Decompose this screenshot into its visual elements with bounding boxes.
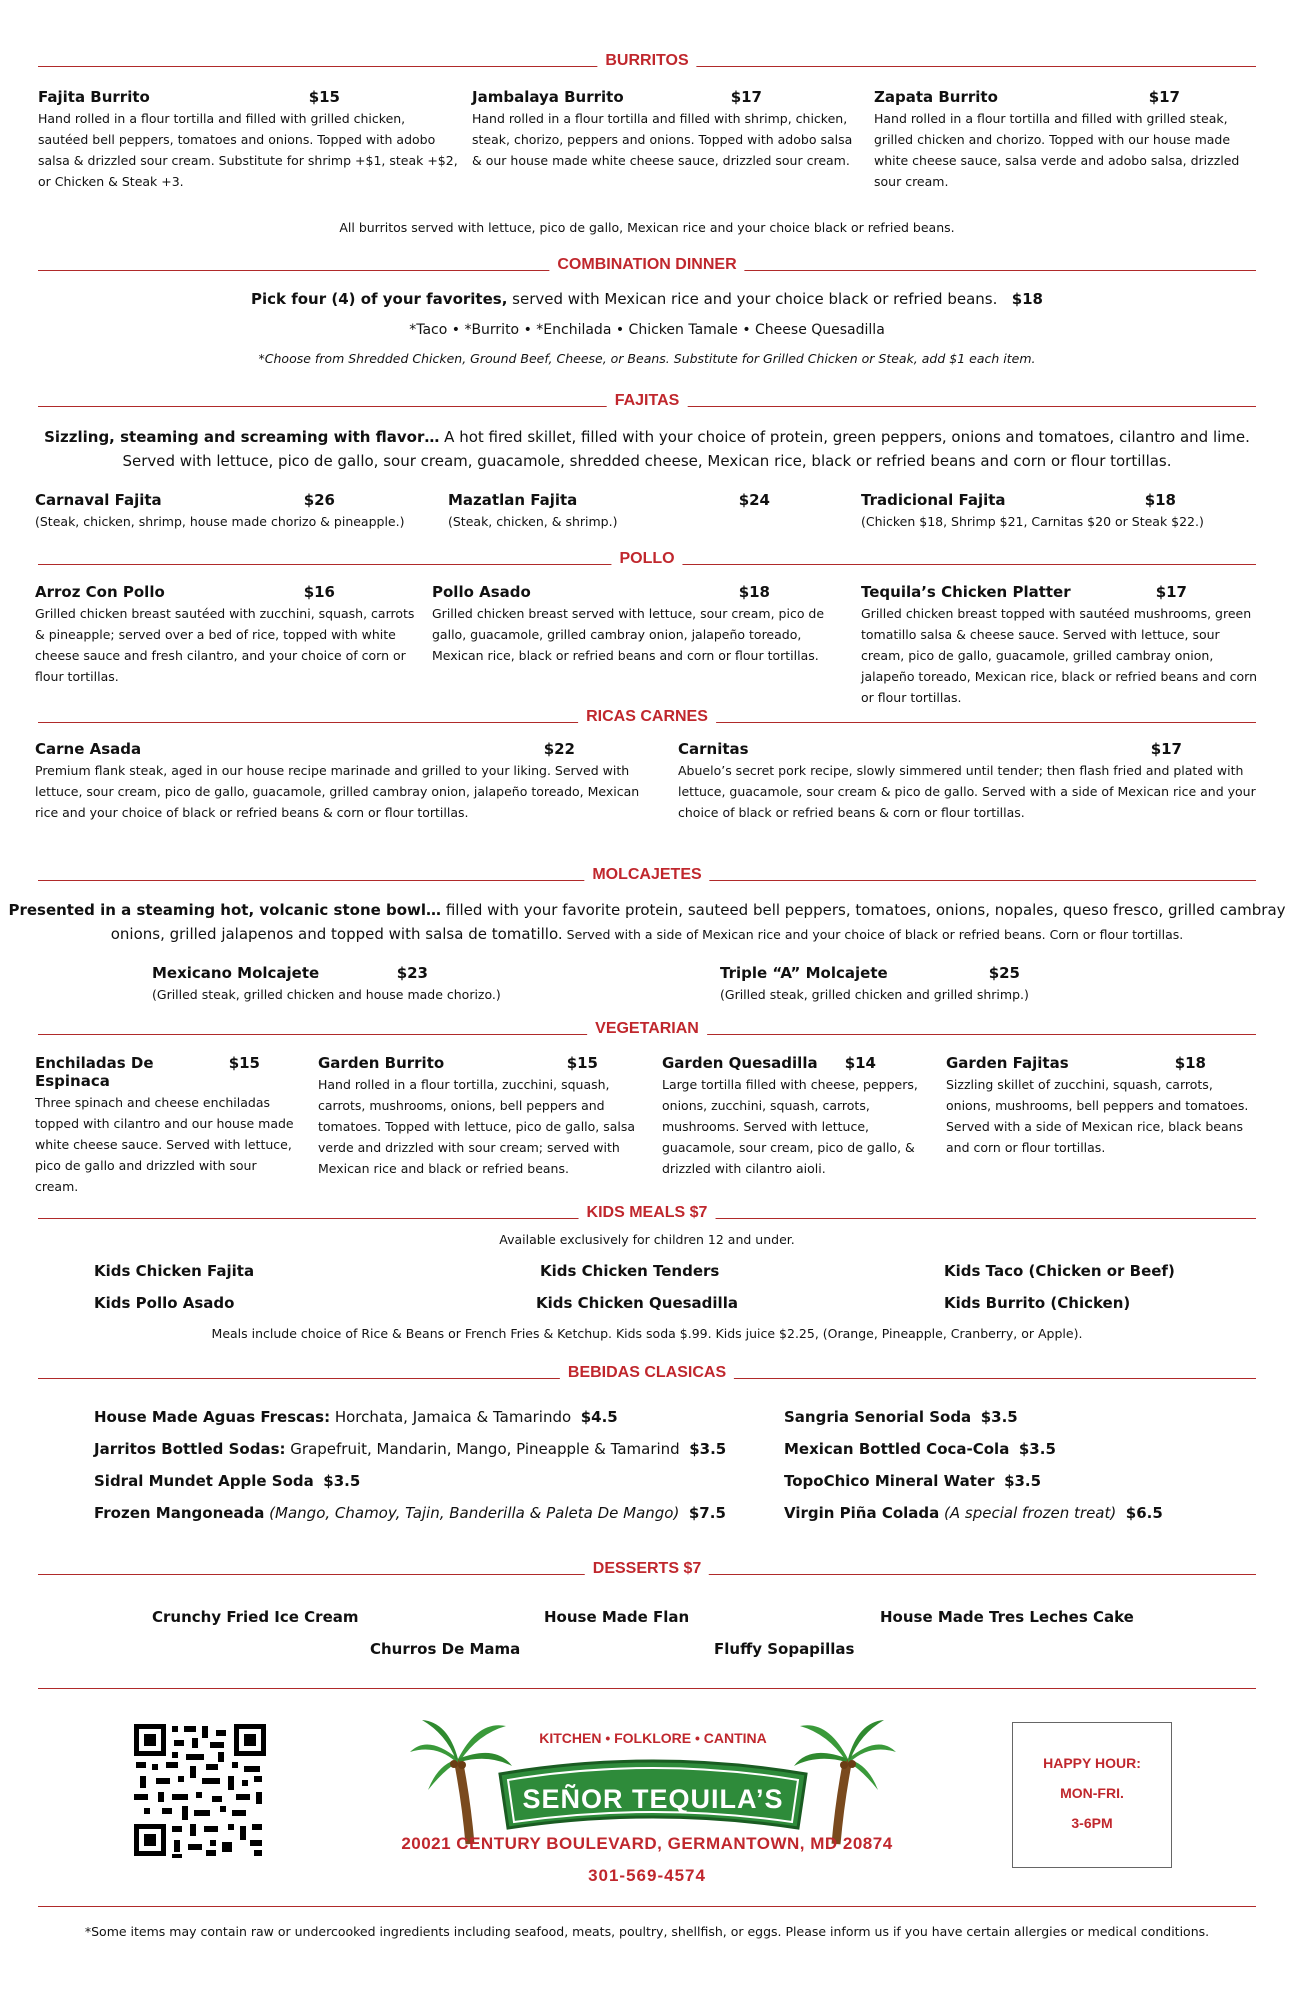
combo-lead-rest: served with Mexican rice and your choice black or refried beans. [507,290,998,308]
item-price: $14 [844,1054,876,1072]
section-title: BURRITOS [597,52,696,70]
item-name: Tradicional Fajita [861,491,1006,509]
item-name: Carnaval Fajita [35,491,162,509]
divider [38,1906,1256,1907]
section-header-desserts [38,1560,1256,1584]
item-desc: (Grilled steak, grilled chicken and grilled shrimp.) [720,987,1029,1002]
menu-item-carne-asada [35,740,653,823]
item-desc: (Grilled steak, grilled chicken and house made chorizo.) [152,987,501,1002]
item-price: $15 [308,88,340,106]
happy-hour-title: HAPPY HOUR: [1043,1755,1141,1771]
dessert-item: House Made Tres Leches Cake [880,1608,1134,1626]
section-title: VEGETARIAN [587,1020,707,1038]
drink-name: House Made Aguas Frescas: [94,1408,331,1426]
drink-price: $3.5 [980,1408,1018,1426]
section-header-bebidas [38,1364,1256,1388]
happy-hour-time: 3-6PM [1071,1815,1113,1831]
section-title: POLLO [611,550,682,568]
section-title: KIDS MEALS $7 [579,1204,716,1222]
item-name: Jambalaya Burrito [472,88,624,106]
menu-item-zapata-burrito [874,88,1256,192]
kids-item: Kids Pollo Asado [94,1294,235,1312]
menu-item-arroz-con-pollo [35,583,420,687]
drink-detail: Horchata, Jamaica & Tamarindo [330,1408,572,1426]
combo-price: $18 [1011,290,1043,308]
item-name: Garden Quesadilla [662,1054,818,1072]
item-price: $16 [303,583,335,601]
drink-name: Sangria Senorial Soda [784,1408,972,1426]
item-name: Garden Burrito [318,1054,445,1072]
drink-item [94,1502,794,1524]
item-price: $23 [396,964,428,982]
item-price: $18 [1174,1054,1206,1072]
molcajetes-intro [0,898,1294,947]
drink-name: Sidral Mundet Apple Soda [94,1472,314,1490]
item-name: Carne Asada [35,740,142,758]
bebidas-left-column [94,1406,794,1524]
item-price: $17 [1148,88,1180,106]
item-name: Fajita Burrito [38,88,150,106]
logo-tagline: KITCHEN • FOLKLORE • CANTINA [539,1730,767,1746]
kids-item: Kids Chicken Quesadilla [536,1294,738,1312]
drink-detail: (Mango, Chamoy, Tajin, Banderilla & Paleta De Mango) [264,1504,680,1522]
menu-item-chicken-platter [861,583,1261,708]
menu-item-pollo-asado [432,583,832,666]
section-header-combo [38,256,1256,280]
item-desc: Hand rolled in a flour tortilla and filled with grilled steak, grilled chicken and chorizo. Topped with our house made white cheese sauce, salsa verde and adobo salsa, drizzled sour cream. [874,111,1240,189]
combo-lead-bold: Pick four (4) of your favorites, [251,290,508,308]
item-name: Zapata Burrito [874,88,998,106]
section-title: DESSERTS $7 [585,1560,709,1578]
logo-name: SEÑOR TEQUILA’S [522,1784,784,1814]
section-header-carnes [38,708,1256,732]
restaurant-logo [408,1704,898,1854]
restaurant-phone[interactable]: 301-569-4574 [588,1866,706,1885]
menu-item-triple-a-molcajete [720,964,1120,1005]
item-name: Carnitas [678,740,749,758]
section-title: FAJITAS [607,392,688,410]
item-name: Tequila’s Chicken Platter [861,583,1071,601]
drink-price: $3.5 [1004,1472,1042,1490]
menu-item-carnitas [678,740,1256,823]
item-desc: Premium flank steak, aged in our house recipe marinade and grilled to your liking. Served with lettuce, sour cream, pico de gallo, guacamole, grilled cambray onion, jalapeño toreado, Mexican rice and your choice of black or refried beans & corn or flour tortillas. [35,763,640,820]
item-desc: Three spinach and cheese enchiladas topped with cilantro and our house made white cheese sauce. Served with lettuce, pico de gallo and drizzled with sour cream. [35,1095,294,1194]
kids-item: Kids Chicken Tenders [540,1262,720,1280]
menu-item-garden-fajitas [946,1054,1261,1158]
item-price: $17 [730,88,762,106]
item-price: $26 [303,491,335,509]
item-desc: Sizzling skillet of zucchini, squash, carrots, onions, mushrooms, bell peppers and tomatoes. Served with a side of Mexican rice, black beans and corn or flour tortillas. [946,1077,1249,1155]
dessert-item: Crunchy Fried Ice Cream [152,1608,359,1626]
restaurant-address: 20021 CENTURY BOULEVARD, GERMANTOWN, MD 20874 [401,1834,893,1853]
drink-name: Mexican Bottled Coca-Cola [784,1440,1010,1458]
molcajetes-intro-small: Served with a side of Mexican rice and your choice of black or refried beans. Corn or flour tortillas. [562,927,1184,942]
item-desc: Large tortilla filled with cheese, peppers, onions, zucchini, squash, carrots, mushrooms. Served with lettuce, guacamole, sour cream, pico de gallo, & drizzled with cilantro aioli. [662,1077,918,1176]
fajitas-intro [0,425,1294,473]
item-name: Arroz Con Pollo [35,583,165,601]
drink-item [94,1406,794,1428]
drink-item [784,1406,1254,1428]
section-header-fajitas [38,392,1256,416]
happy-hour-box [1012,1722,1172,1868]
item-price: $15 [228,1054,260,1072]
drink-item [94,1470,794,1492]
item-desc: Grilled chicken breast topped with sautéed mushrooms, green tomatillo salsa & cheese sauce. Served with lettuce, sour cream, pico de gallo, guacamole, grilled cambray onion, jalapeño toreado, Mexican rice, black or refried beans and corn or flour tortillas. [861,606,1258,705]
molcajetes-intro-line2: onions, grilled jalapenos and topped with salsa de tomatillo. [110,925,563,943]
item-desc: Hand rolled in a flour tortilla and filled with grilled chicken, sautéed bell peppers, tomatoes and onions. Topped with adobo salsa & drizzled sour cream. Substitute for shrimp +$1, steak +$2, or Chicken & Steak +3. [38,111,458,189]
item-desc: Abuelo’s secret pork recipe, slowly simmered until tender; then flash fried and plated with lettuce, guacamole, sour cream & pico de gallo. Served with a side of Mexican rice and your choice of black or refried beans & corn or flour tortillas. [678,763,1256,820]
item-name: Enchiladas De Espinaca [35,1054,154,1090]
drink-name: Virgin Piña Colada [784,1504,940,1522]
item-price: $18 [738,583,770,601]
section-title: COMBINATION DINNER [549,256,744,274]
section-header-kids [38,1204,1256,1228]
section-header-vegetarian [38,1020,1256,1044]
drink-item [94,1438,794,1460]
drink-price: $6.5 [1125,1504,1163,1522]
item-name: Garden Fajitas [946,1054,1069,1072]
combo-options: *Taco • *Burrito • *Enchilada • Chicken Tamale • Cheese Quesadilla [409,322,885,338]
combo-note: *Choose from Shredded Chicken, Ground Beef, Cheese, or Beans. Substitute for Grilled Chicken or Steak, add $1 each item. [258,351,1036,366]
drink-item [784,1502,1254,1524]
item-desc: Grilled chicken breast served with lettuce, sour cream, pico de gallo, guacamole, grilled cambray onion, jalapeño toreado, Mexican rice, black or refried beans and corn or flour tortillas. [432,606,825,663]
burritos-note: All burritos served with lettuce, pico de gallo, Mexican rice and your choice black or refried beans. [339,220,955,235]
drink-name: Frozen Mangoneada [94,1504,265,1522]
menu-item-mexicano-molcajete [152,964,552,1005]
section-title: BEBIDAS CLASICAS [560,1364,734,1382]
menu-item-garden-burrito [318,1054,648,1179]
happy-hour-days: MON-FRI. [1060,1785,1124,1801]
dessert-item: Fluffy Sopapillas [714,1640,855,1658]
item-desc: (Chicken $18, Shrimp $21, Carnitas $20 or Steak $22.) [861,514,1204,529]
divider [38,1688,1256,1689]
item-price: $24 [738,491,770,509]
section-header-pollo [38,550,1256,574]
drink-price: $3.5 [689,1440,727,1458]
dessert-item: House Made Flan [544,1608,690,1626]
kids-item: Kids Burrito (Chicken) [944,1294,1131,1312]
menu-item-jambalaya-burrito [472,88,854,171]
item-price: $25 [988,964,1020,982]
menu-item-enchiladas-espinaca [35,1054,300,1197]
dessert-item: Churros De Mama [370,1640,521,1658]
drink-name: Jarritos Bottled Sodas: [94,1440,286,1458]
drink-detail: Grapefruit, Mandarin, Mango, Pineapple & Tamarind [285,1440,680,1458]
fajitas-intro-line2: Served with lettuce, pico de gallo, sour cream, guacamole, shredded cheese, Mexican rice, black or refried beans and corn or flour tortillas. [122,452,1172,470]
item-name: Triple “A” Molcajete [720,964,888,982]
menu-item-tradicional-fajita [861,491,1261,532]
item-name: Mexicano Molcajete [152,964,320,982]
section-header-molcajetes [38,866,1256,890]
combo-lead [0,290,1294,308]
drink-price: $3.5 [1018,1440,1056,1458]
kids-item: Kids Chicken Fajita [94,1262,255,1280]
item-price: $15 [566,1054,598,1072]
drink-item [784,1470,1254,1492]
fajitas-intro-rest: A hot fired skillet, filled with your choice of protein, green peppers, onions and tomatoes, cilantro and lime. [439,428,1250,446]
molcajetes-intro-bold: Presented in a steaming hot, volcanic stone bowl… [8,901,442,919]
item-price: $22 [543,740,575,758]
drink-item [784,1438,1254,1460]
drink-price: $4.5 [580,1408,618,1426]
menu-item-fajita-burrito [38,88,458,192]
item-desc: Hand rolled in a flour tortilla, zucchini, squash, carrots, mushrooms, onions, bell peppers and tomatoes. Topped with lettuce, pico de gallo, salsa verde and drizzled with sour cream; served with Mexican rice and black or refried beans. [318,1077,636,1176]
item-price: $18 [1144,491,1176,509]
item-name: Pollo Asado [432,583,531,601]
bebidas-right-column [784,1406,1254,1524]
section-title: MOLCAJETES [584,866,709,884]
fajitas-intro-bold: Sizzling, steaming and screaming with flavor… [44,428,440,446]
item-name: Mazatlan Fajita [448,491,578,509]
item-desc: (Steak, chicken, shrimp, house made chorizo & pineapple.) [35,514,405,529]
section-header-burritos [38,52,1256,76]
item-desc: Grilled chicken breast sautéed with zucchini, squash, carrots & pineapple; served over a bed of rice, topped with white cheese sauce and fresh cilantro, and your choice of corn or flour tortillas. [35,606,415,684]
item-price: $17 [1150,740,1182,758]
kids-item: Kids Taco (Chicken or Beef) [944,1262,1175,1280]
kids-footer: Meals include choice of Rice & Beans or French Fries & Ketchup. Kids soda $.99. Kids juice $2.25, (Orange, Pineapple, Cranberry, or Apple). [211,1326,1083,1341]
item-desc: (Steak, chicken, & shrimp.) [448,514,618,529]
allergy-disclaimer: *Some items may contain raw or undercooked ingredients including seafood, meats, poultry, shellfish, or eggs. Please inform us if you have certain allergies or medical conditions. [84,1924,1210,1939]
menu-item-mazatlan-fajita [448,491,828,532]
menu-item-garden-quesadilla [662,1054,932,1179]
kids-note: Available exclusively for children 12 and under. [499,1232,795,1247]
item-price: $17 [1155,583,1187,601]
drink-name: TopoChico Mineral Water [784,1472,995,1490]
item-desc: Hand rolled in a flour tortilla and filled with shrimp, chicken, steak, chorizo, peppers and onions. Topped with adobo salsa & our house made white cheese sauce, drizzled sour cream. [472,111,853,168]
drink-price: $7.5 [688,1504,726,1522]
section-title: RICAS CARNES [578,708,716,726]
drink-price: $3.5 [323,1472,361,1490]
drink-detail: (A special frozen treat) [939,1504,1117,1522]
molcajetes-intro-rest: filled with your favorite protein, sauteed bell peppers, tomatoes, onions, nopales, queso fresco, grilled cambray [441,901,1286,919]
menu-item-carnaval-fajita [35,491,435,532]
